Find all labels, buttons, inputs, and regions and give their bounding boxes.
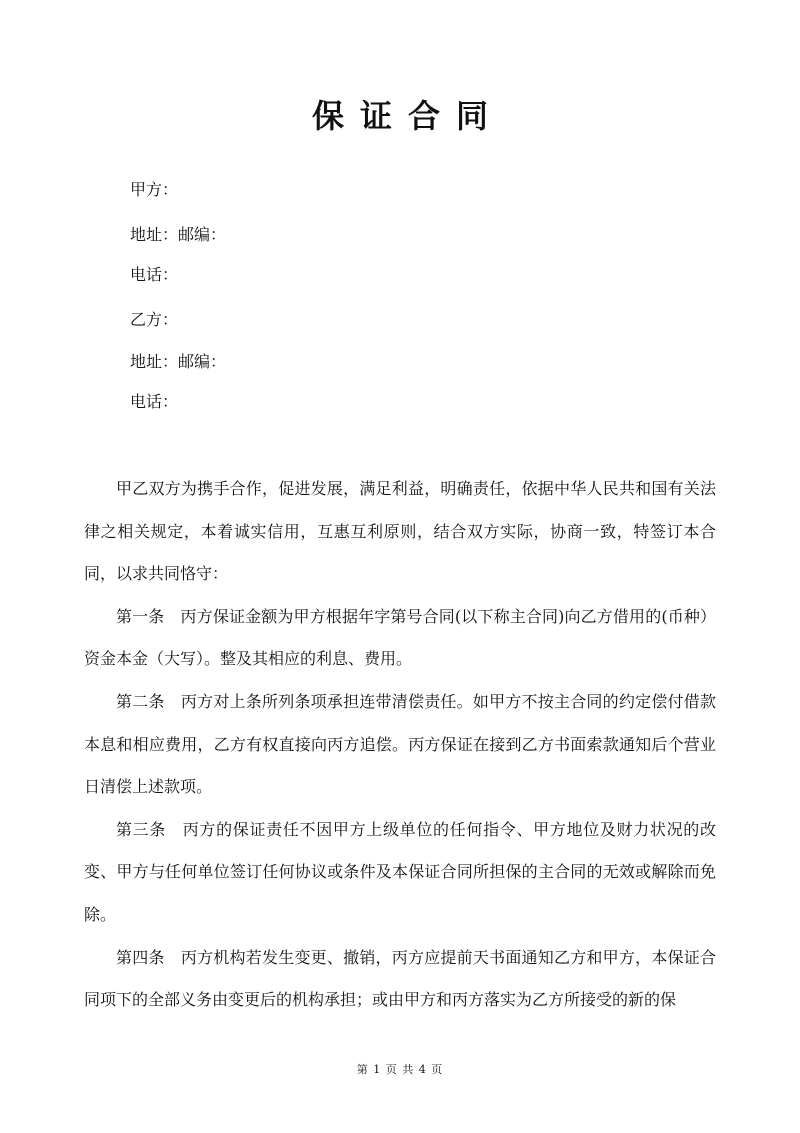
party-a-address: 地址：邮编：	[130, 225, 227, 244]
party-b-address: 地址：邮编：	[130, 352, 227, 371]
article-3: 第三条 丙方的保证责任不因甲方上级单位的任何指令、甲方地位及财力状况的改变、甲方与任何单位签订任何协议或条件及本保证合同所担保的主合同的无效或解除而免除。	[84, 819, 716, 924]
party-b-phone: 电话：	[130, 392, 179, 411]
page-title: 保证合同	[311, 97, 504, 135]
contract-body	[84, 468, 716, 1022]
intro-paragraph: 甲乙双方为携手合作，促进发展，满足利益，明确责任，依据中华人民共和国有关法律之相关规定，本着诚实信用，互惠互利原则，结合双方实际，协商一致，特签订本合同，以求共同恪守：	[84, 479, 716, 584]
party-a-phone: 电话：	[130, 265, 179, 284]
article-1: 第一条 丙方保证金额为甲方根据年字第号合同(以下称主合同)向乙方借用的(币种）资金本金（大写）。整及其相应的利息、费用。	[84, 606, 716, 669]
party-a-name: 甲方：	[130, 180, 179, 199]
article-4: 第四条 丙方机构若发生变更、撤销，丙方应提前天书面通知乙方和甲方，本保证合同项下的全部义务由变更后的机构承担；或由甲方和丙方落实为乙方所接受的新的保	[84, 947, 716, 1010]
party-b-name: 乙方：	[130, 310, 179, 329]
page-footer: 第 1 页 共 4 页	[356, 1063, 444, 1076]
article-2: 第二条 丙方对上条所列条项承担连带清偿责任。如甲方不按主合同的约定偿付借款本息和相应费用，乙方有权直接向丙方追偿。丙方保证在接到乙方书面索款通知后个营业日清偿上述款项。	[84, 691, 716, 797]
